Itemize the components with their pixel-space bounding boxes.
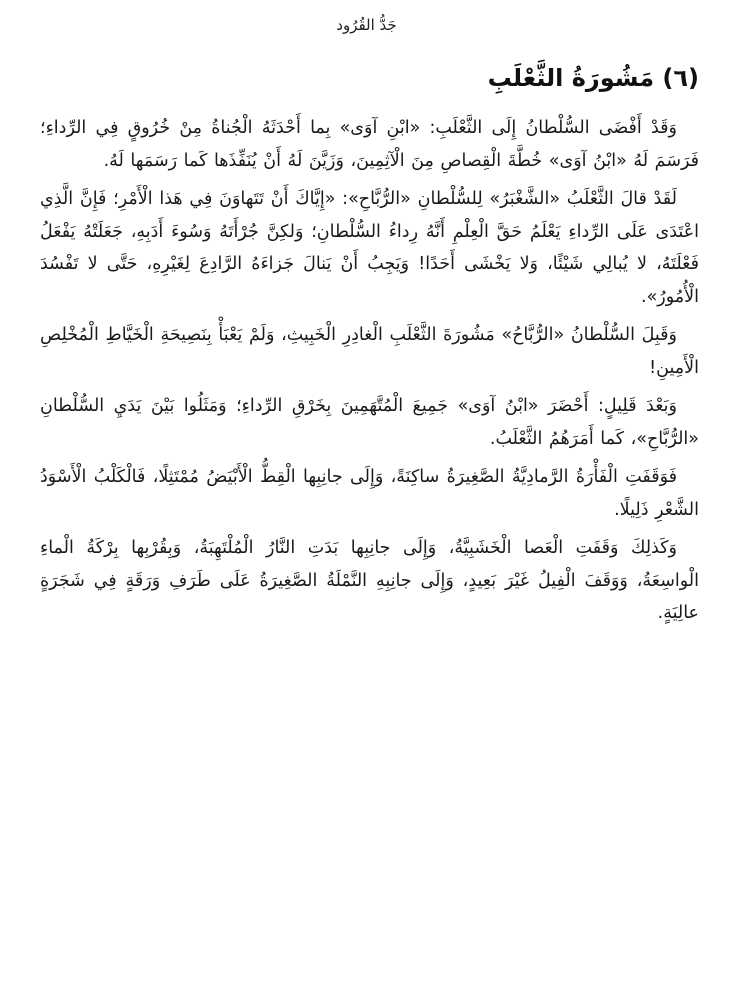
- paragraph-4: وَبَعْدَ قَلِيلٍ: أَحْضَرَ «ابْنُ آوَى» جَمِيعَ الْمُتَّهَمِينَ بِخَرْقِ الرِّداءِ؛ وَمَثَلُوا بَيْنَ يَدَيِ السُّلْطانِ «الرُّبَّاحِ»، كَما أَمَرَهُمُ الثَّعْلَبُ.: [40, 396, 699, 449]
- paragraph-6: وَكَذلِكَ وَقَفَتِ الْعَصا الْخَشَبِيَّةُ، وَإِلَى جانِبِها بَدَتِ النَّارُ الْمُلْتَهِبَةُ، وَبِقُرْبِها بِرْكَةُ الْماءِ الْواسِعَةُ، وَوَقَفَ الْفِيلُ غَيْرَ بَعِيدٍ، وَإِلَى جانِبِهِ النَّمْلَةُ الصَّغِيرَةُ عَلَى طَرَفِ وَرَقَةٍ فِي شَجَرَةٍ عالِيَةٍ.: [40, 538, 699, 623]
- paragraph-3: وَقَبِلَ السُّلْطانُ «الرُّبَّاحُ» مَشُورَةَ الثَّعْلَبِ الْغادِرِ الْخَبِيثِ، وَلَمْ يَعْبَأْ بِنَصِيحَةِ الْخَيَّاطِ الْمُخْلِصِ الْأَمِينِ!: [40, 325, 699, 378]
- paragraph-5: فَوَقَفَتِ الْفَأْرَةُ الرَّمادِيَّةُ الصَّغِيرَةُ ساكِنَةً، وَإِلَى جانِبِها الْقِطُّ الْأَبْيَضُ مُمْتَثِلًا، فَالْكَلْبُ الْأَسْوَدُ الشَّعْرِ ذَلِيلًا.: [40, 467, 699, 520]
- paragraph-2: لَقَدْ قالَ الثَّعْلَبُ «الشَّغْبَرُ» لِلسُّلْطانِ «الرُّبَّاحِ»: «إِيَّاكَ أَنْ تَتَهاوَنَ فِي هَذا الْأَمْرِ؛ فَإِنَّ الَّذِي اعْتَدَى عَلَى الرِّداءِ يَعْلَمُ حَقَّ الْعِلْمِ أَنَّهُ رِداءُ السُّلْطانِ؛ وَلكِنَّ جُرْأَتَهُ وَسُوءَ أَدَبِهِ، جَعَلَتْهُ يَفْعَلُ فَعْلَتَهُ، لا يُبالِي شَيْئًا، وَلا يَخْشَى أَحَدًا! وَيَجِبُ أَنْ يَنالَ جَزاءَهُ الرَّادِعَ لِغَيْرِهِ، حَتَّى لا تَفْسُدَ الْأُمُورُ».: [40, 189, 699, 307]
- chapter-body: [40, 112, 699, 636]
- running-header: جَدُّ القُرُود: [336, 16, 397, 34]
- chapter-title: (٦) مَشُورَةُ الثَّعْلَبِ: [487, 64, 699, 92]
- paragraph-1: وَقَدْ أَفْضَى السُّلْطانُ إِلَى الثَّعْلَبِ: «ابْنِ آوَى» بِما أَحْدَثَهُ الْجُناةُ مِنْ خُرُوقٍ فِي الرِّداءِ؛ فَرَسَمَ لَهُ «ابْنُ آوَى» خُطَّةَ الْقِصاصِ مِنَ الْآثِمِينَ، وَزَيَّنَ لَهُ أَنْ يُنَفِّذَها كَما رَسَمَها لَهُ.: [40, 118, 699, 171]
